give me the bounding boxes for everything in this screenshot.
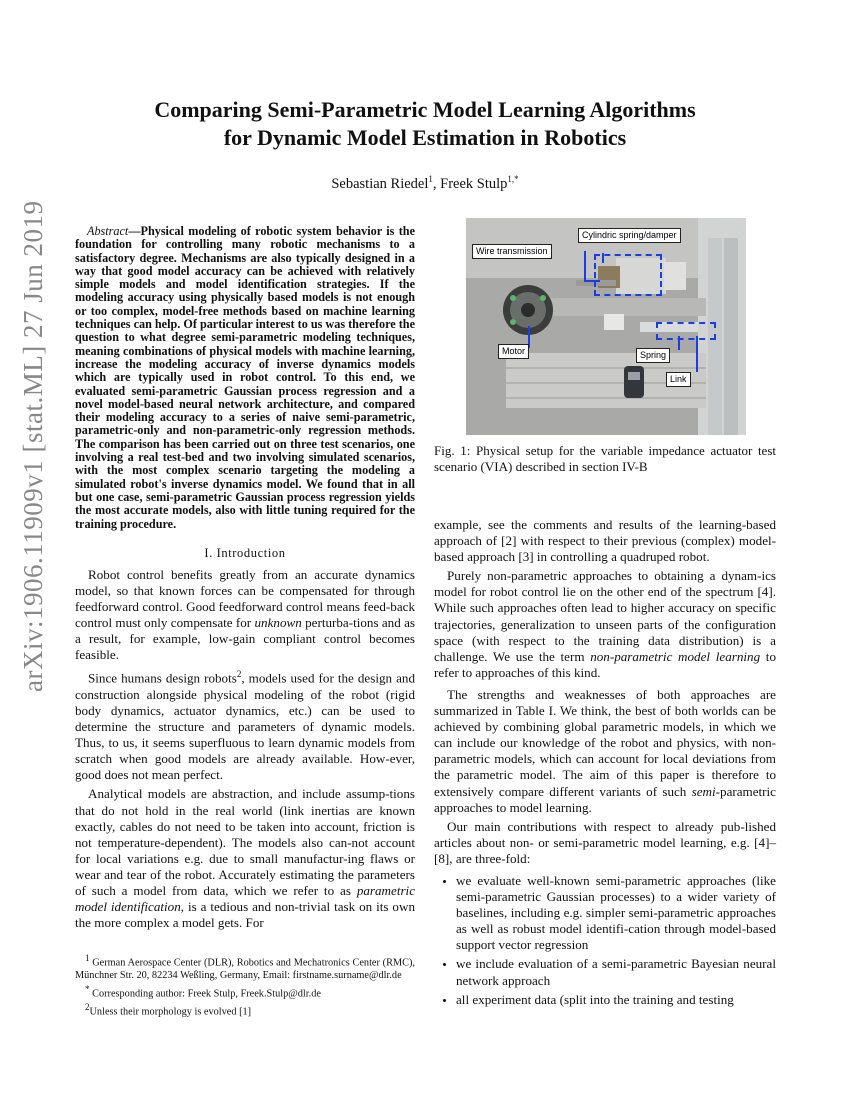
figure-label-cylindric-spring-damper: Cylindric spring/damper (578, 228, 681, 243)
emphasis: non-parametric model learning (590, 648, 761, 664)
author-name: Sebastian Riedel (331, 175, 429, 192)
list-item: • all experiment data (split into the training and testing (456, 992, 776, 1008)
right-column (434, 218, 776, 1011)
text-run: The strengths and weaknesses of both approaches are summarized in Table I. We think, the best of both worlds can be achieved by combining global parametric models, in which we can include our knowledge of the robot and physics, with non-parametric models, which can account for local deviations from the parametric model. The aim of this paper is therefore to extensively compare different variants of such (434, 686, 776, 799)
text-run: Since humans design robots (88, 670, 237, 686)
text-run: , models used for the design and construction alongside physical modeling of the robot (rigid body dynamics, actuator dynamics, etc.) can be used to determine the structure and parameters of dynamic models. Thus, to us, it seems superfluous to learn dynamic models from scratch when good models are already available. How-ever, good does not mean perfect. (75, 670, 415, 783)
footnote-text: German Aerospace Center (DLR), Robotics and Mechatronics Center (RMC), Münchner Str. 20, 82234 Weßling, Germany, Email: firstname.surname@dlr.de (75, 957, 415, 981)
affiliation-mark: 1,* (507, 174, 519, 184)
text-run: , is a tedious and non-trivial task on its own the more complex a model gets. For (75, 899, 415, 931)
abstract-dash: — (128, 224, 141, 238)
figure-label-spring: Spring (636, 348, 670, 363)
footnote-ref[interactable]: 2 (236, 669, 242, 680)
contribution-list (434, 873, 776, 1008)
emphasis: parametric model identification (75, 882, 415, 915)
abstract (75, 225, 415, 531)
body-paragraph (434, 687, 776, 816)
left-column (75, 225, 415, 931)
figure-label-wire-transmission: Wire transmission (472, 244, 552, 259)
abstract-text: Physical modeling of robotic system behavior is the foundation for controlling many robotic mechanisms to a satisfactory degree. Mechanisms are also typically designed in a way that good model accuracy can be achieved with relatively simple models and model identification strategies. If the modeling accuracy using physically based models is not enough or too complex, model-free methods based on machine learning techniques can help. Of particular interest to us was therefore the question to what degree semi-parametric modeling techniques, meaning combinations of physical models with machine learning, increase the modeling accuracy of inverse dynamics models which are typically used in robot control. To this end, we evaluated semi-parametric Gaussian process regression and a novel model-based neural network architecture, and compared their modeling accuracy to a series of naive semi-parametric, parametric-only and non-parametric-only regression methods. The comparison has been carried out on three test scenarios, one involving a real test-bed and two involving simulated scenarios, with the most complex scenario targeting the modeling a simulated robot's inverse dynamics model. We found that in all but one case, semi-parametric Gaussian process regression yields the most accurate models, also with little tuning required for the training procedure. (75, 224, 415, 531)
emphasis: unknown (254, 615, 302, 631)
arxiv-identifier: arXiv:1906.11909v1 [stat.ML] 27 Jun 2019 (18, 200, 48, 692)
figure-caption: Fig. 1: Physical setup for the variable impedance actuator test scenario (VIA) described in section IV-B (434, 443, 776, 474)
list-item: • we include evaluation of a semi-parametric Bayesian neural network approach (456, 956, 776, 988)
emphasis: semi (691, 783, 716, 799)
author-name: Freek Stulp (440, 175, 508, 192)
paper-title (75, 96, 775, 152)
author-separator: , (432, 175, 441, 192)
intro-paragraph (75, 567, 415, 664)
figure-label-motor: Motor (498, 344, 529, 359)
body-paragraph: Our main contributions with respect to already pub-lished articles about non- or semi-parametric model learning, e.g. [4]–[8], are three-fold: (434, 818, 776, 866)
text-run: Analytical models are abstraction, and include assump-tions that do not hold in the real world (link inertias are known exactly, cables do not need to be taken into account, friction is not temperature-dependent). The models also can-not account for local variations e.g. due to small manufactur-ing flaws or wear and tear of the robot. Accurately estimating the parameters of such a model from data, which we refer to as (75, 786, 415, 898)
annotation-line (696, 336, 698, 372)
abstract-label: Abstract (87, 224, 129, 238)
footnote-text: Unless their morphology is evolved [1] (89, 1006, 252, 1018)
title-line-2: for Dynamic Model Estimation in Robotics (223, 125, 627, 150)
footnote-corresponding (75, 983, 415, 1001)
annotation-line (678, 336, 680, 350)
affiliation-mark: 1 (428, 174, 433, 184)
footnote-mark: 2 (85, 1002, 90, 1013)
body-paragraph: example, see the comments and results of the learning-based approach of [2] with respect to their previous (complex) model-based approach [3] in controlling a quadruped robot. (434, 517, 776, 565)
text-run: -parametric approaches to model learning. (434, 783, 776, 815)
body-paragraph (434, 568, 776, 681)
text-run: to refer to approaches of this kind. (434, 648, 776, 680)
intro-paragraph (75, 666, 415, 783)
text-run: Robot control benefits greatly from an accurate dynamics model, so that known forces can be compensated for through feedforward control. Good feedforward control means feed-back control must only compensate for (75, 566, 415, 631)
footnote-mark: * (85, 983, 90, 994)
text-run: Purely non-parametric approaches to obtaining a dynam-ics model for robot control lie on the other end of the spectrum [4]. While such approaches often lead to higher accuracy on specific trajectories, generalization to unseen parts of the configuration space (with respect to the training data distribution) is a challenge. We use the term (434, 568, 776, 664)
figure-label-link: Link (666, 372, 691, 387)
intro-paragraph (75, 786, 415, 931)
figure-photo (466, 218, 746, 435)
footnote-morphology (75, 1001, 415, 1019)
text-run: perturba-tions and as a result, for example, low-gain compliant control becomes feasible. (75, 615, 415, 663)
footnote-affiliation (75, 952, 415, 982)
spacer (434, 475, 776, 517)
section-heading-introduction: I. Introduction (204, 545, 286, 560)
annotation-line (602, 253, 604, 263)
title-line-1: Comparing Semi-Parametric Model Learning Algorithms (154, 97, 696, 122)
footnotes (75, 952, 415, 1020)
footnote-mark: 1 (85, 953, 90, 963)
annotation-line (584, 280, 600, 282)
author-list (75, 174, 775, 193)
annotation-line (584, 251, 586, 282)
annotation-box-spring-damper (594, 254, 662, 296)
annotation-box-spring (656, 322, 716, 340)
footnote-text: Corresponding author: Freek Stulp, Freek.Stulp@dlr.de (89, 988, 321, 1000)
list-item: • we evaluate well-known semi-parametric approaches (like semi-parametric Gaussian processes) to a wider variety of baselines, including e.g. simpler semi-parametric approaches as well as robust model identifi-cation through model-based support vector regression (456, 873, 776, 953)
